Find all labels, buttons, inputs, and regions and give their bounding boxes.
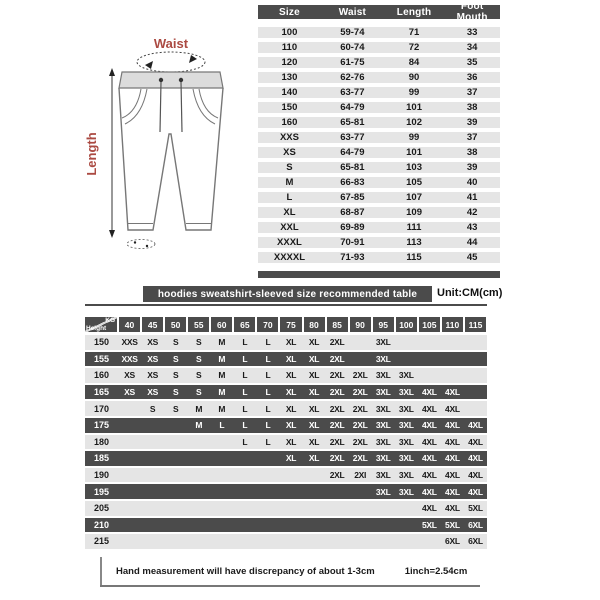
matrix-size-cell: S (172, 403, 179, 414)
matrix-row (85, 418, 487, 433)
matrix-size-cell: 4XL (468, 453, 483, 464)
matrix-size-cell: 3XL (398, 387, 414, 398)
pants-size-row (258, 177, 500, 188)
matrix-size-cell: L (242, 353, 248, 364)
matrix-size-cell: XL (308, 370, 320, 381)
matrix-size-cell: XL (285, 337, 297, 348)
pants-size-cell: XXXL (277, 237, 302, 248)
matrix-size-cell: L (265, 337, 271, 348)
matrix-size-cell: 2XL (329, 470, 345, 481)
pants-size-row (258, 102, 500, 113)
matrix-size-cell: 4XL (468, 486, 483, 497)
matrix-size-cell: 5XL (421, 519, 437, 530)
pants-size-cell: 111 (406, 222, 422, 233)
matrix-weight-header-cell: 105 (419, 317, 440, 332)
pants-size-cell: 43 (466, 222, 478, 233)
matrix-size-cell: 4XL (445, 387, 460, 398)
matrix-size-cell: 2XL (352, 403, 368, 414)
pants-size-row (258, 192, 500, 203)
pants-size-cell: 64-79 (340, 147, 365, 158)
pants-size-cell: 115 (406, 252, 422, 263)
matrix-height-label: 175 (93, 420, 110, 431)
matrix-size-cell: XL (285, 420, 297, 431)
pocket-lines (122, 89, 218, 124)
pants-header-cell: Foot Mouth (456, 1, 488, 23)
matrix-size-cell: 4XL (445, 403, 460, 414)
pants-size-cell: 72 (408, 42, 420, 53)
pants-size-row (258, 117, 500, 128)
pants-size-cell: 67-85 (340, 192, 365, 203)
matrix-weight-header-cell: 115 (465, 317, 486, 332)
matrix-size-cell: L (242, 387, 248, 398)
matrix-size-cell: 3XL (375, 353, 391, 364)
note-bottom-border (100, 585, 480, 587)
matrix-height-label: 215 (93, 536, 110, 547)
pants-size-cell: 160 (281, 117, 298, 128)
pants-size-cell: 38 (466, 102, 478, 113)
matrix-size-cell: 3XL (398, 470, 414, 481)
pants-size-cell: 109 (406, 207, 422, 218)
pants-size-cell: 130 (281, 72, 298, 83)
matrix-size-cell: 4XL (421, 420, 437, 431)
matrix-weight-header-cell: 50 (165, 317, 186, 332)
pants-size-cell: 140 (281, 87, 298, 98)
matrix-weight-header (349, 317, 372, 332)
matrix-size-cell: 3XL (375, 403, 391, 414)
matrix-size-cell: 4XL (421, 486, 437, 497)
matrix-size-cell: XL (285, 436, 297, 447)
matrix-weight-header (418, 317, 441, 332)
size-matrix-table (85, 317, 487, 549)
pants-size-cell: 60-74 (340, 42, 365, 53)
pants-size-cell: 66-83 (340, 177, 365, 188)
matrix-size-cell: 4XL (421, 387, 437, 398)
matrix-size-cell: 3XL (398, 403, 414, 414)
pants-size-row (258, 147, 500, 158)
matrix-size-cell: 4XL (445, 453, 460, 464)
pants-size-cell: 59-74 (340, 27, 365, 38)
matrix-size-cell: L (265, 370, 271, 381)
matrix-size-cell: 4XL (421, 470, 437, 481)
matrix-size-cell: 5XL (468, 503, 483, 514)
matrix-size-cell: 4XL (445, 436, 460, 447)
pants-size-row (258, 42, 500, 53)
pants-size-cell: 35 (466, 57, 478, 68)
pants-size-cell: 99 (408, 87, 420, 98)
matrix-size-cell: XS (147, 370, 158, 381)
matrix-size-cell: 4XL (468, 420, 483, 431)
pants-size-row (258, 87, 500, 98)
matrix-row (85, 401, 487, 416)
pants-header-cell: Waist (338, 6, 367, 18)
matrix-size-cell: S (196, 353, 202, 364)
matrix-size-cell: M (218, 403, 226, 414)
matrix-weight-header-cell: 65 (234, 317, 255, 332)
pants-size-cell: 105 (406, 177, 422, 188)
matrix-size-cell: XS (147, 387, 158, 398)
matrix-weight-header-cell: 55 (188, 317, 209, 332)
matrix-weight-header (187, 317, 210, 332)
matrix-height-label: 150 (93, 337, 110, 348)
pants-size-cell: 120 (281, 57, 298, 68)
pants-size-cell: 113 (406, 237, 422, 248)
matrix-size-cell: 4XL (445, 486, 460, 497)
pants-size-cell: 65-81 (340, 162, 365, 173)
matrix-size-cell: 3XL (398, 436, 414, 447)
matrix-size-cell: 2XL (329, 453, 345, 464)
matrix-weight-header (256, 317, 279, 332)
pants-size-cell: XXS (279, 132, 299, 143)
pants-size-row (258, 72, 500, 83)
matrix-row (85, 352, 487, 367)
pants-size-cell: S (286, 162, 293, 173)
matrix-size-cell: 4XL (445, 503, 460, 514)
matrix-size-cell: 3XL (375, 370, 391, 381)
matrix-height-label: 160 (93, 370, 110, 381)
note-text: Hand measurement will have discrepancy of about 1-3cm (116, 566, 375, 577)
foot-mouth-ellipse (127, 240, 155, 249)
matrix-row (85, 468, 487, 483)
pants-size-cell: 90 (408, 72, 420, 83)
matrix-size-cell: 3XL (398, 486, 414, 497)
pants-size-cell: 38 (466, 147, 478, 158)
matrix-row (85, 501, 487, 516)
pants-size-cell: 110 (281, 42, 298, 53)
kg-axis-label: KG (105, 317, 115, 324)
matrix-corner-cell (85, 317, 117, 332)
pants-size-cell: 103 (406, 162, 422, 173)
matrix-height-label: 190 (93, 470, 110, 481)
matrix-size-cell: 2XL (329, 387, 345, 398)
matrix-size-cell: 3XL (375, 436, 391, 447)
matrix-height-label: 165 (93, 387, 110, 398)
matrix-weight-header (464, 317, 487, 332)
matrix-size-cell: L (242, 370, 248, 381)
matrix-size-cell: 2XL (329, 420, 345, 431)
matrix-weight-header-cell: 40 (119, 317, 140, 332)
matrix-size-cell: 2XL (329, 436, 345, 447)
matrix-size-cell: L (265, 420, 271, 431)
pants-size-cell: 45 (466, 252, 478, 263)
pants-size-cell: 62-76 (340, 72, 365, 83)
conversion-text: 1inch=2.54cm (404, 566, 468, 577)
matrix-weight-header-cell: 100 (396, 317, 417, 332)
matrix-row (85, 534, 487, 549)
matrix-size-cell: S (172, 353, 179, 364)
matrix-weight-header-cell: 75 (280, 317, 301, 332)
pants-size-cell: 34 (466, 42, 478, 53)
pants-size-row (258, 132, 500, 143)
matrix-size-cell: 2XL (329, 403, 345, 414)
matrix-row (85, 385, 487, 400)
matrix-size-cell: 4XL (445, 420, 460, 431)
matrix-weight-header (372, 317, 395, 332)
matrix-size-cell: S (172, 370, 179, 381)
matrix-header-row (85, 317, 487, 332)
waistband (119, 72, 223, 88)
matrix-size-cell: 3XL (375, 420, 391, 431)
matrix-weight-header-cell: 90 (350, 317, 371, 332)
matrix-size-cell: 2XL (329, 337, 345, 348)
matrix-size-cell: XL (308, 337, 320, 348)
matrix-size-cell: M (218, 370, 226, 381)
pants-size-row (258, 237, 500, 248)
matrix-size-cell: 4XL (421, 436, 437, 447)
matrix-size-cell: XL (285, 370, 297, 381)
matrix-weight-header (141, 317, 164, 332)
pants-size-cell: 39 (466, 162, 478, 173)
matrix-size-cell: 4XL (468, 470, 483, 481)
note-left-border (100, 557, 102, 586)
matrix-weight-header-cell: 70 (257, 317, 278, 332)
pants-size-cell: 68-87 (340, 207, 365, 218)
pants-size-table-header (258, 1, 500, 23)
pants-size-cell: XS (283, 147, 296, 158)
matrix-size-cell: 4XL (468, 436, 483, 447)
matrix-size-cell: M (195, 403, 203, 414)
matrix-size-cell: S (149, 403, 156, 414)
matrix-size-cell: M (218, 337, 226, 348)
matrix-weight-header-cell: 95 (373, 317, 394, 332)
pants-size-cell: L (286, 192, 293, 203)
recommended-table-banner: hoodies sweatshirt-sleeved size recommended table (143, 286, 432, 302)
matrix-size-cell: 3XL (375, 470, 391, 481)
matrix-size-cell: XL (308, 453, 320, 464)
height-axis-label: Height (86, 325, 107, 332)
matrix-size-cell: 2XL (352, 420, 368, 431)
matrix-size-cell: XL (308, 420, 320, 431)
matrix-size-cell: XXS (121, 353, 138, 364)
pants-size-cell: 36 (466, 72, 478, 83)
matrix-size-cell: XL (285, 453, 297, 464)
matrix-size-cell: XS (147, 337, 158, 348)
waist-arrow-ellipse (137, 52, 205, 72)
matrix-size-cell: S (196, 387, 202, 398)
matrix-size-cell: L (242, 436, 248, 447)
pants-size-cell: 100 (281, 27, 298, 38)
matrix-body (85, 335, 487, 549)
matrix-row (85, 451, 487, 466)
pants-size-cell: XXL (280, 222, 299, 233)
matrix-size-cell: 3XL (398, 420, 414, 431)
matrix-weight-header (164, 317, 187, 332)
matrix-size-cell: 2XL (329, 353, 345, 364)
matrix-size-cell: 3XL (375, 453, 391, 464)
pants-size-table (258, 1, 500, 267)
matrix-size-cell: 2XI (354, 470, 367, 481)
pants-size-row (258, 57, 500, 68)
matrix-size-cell: 3XL (375, 337, 391, 348)
matrix-weight-header (395, 317, 418, 332)
pants-size-cell: 107 (406, 192, 422, 203)
matrix-size-cell: L (265, 403, 271, 414)
matrix-height-label: 170 (93, 403, 110, 414)
matrix-size-cell: L (242, 420, 248, 431)
matrix-size-cell: M (218, 387, 226, 398)
pants-size-cell: 63-77 (340, 132, 365, 143)
pants-size-cell: M (285, 177, 294, 188)
matrix-size-cell: 4XL (421, 503, 437, 514)
matrix-size-cell: XL (285, 353, 297, 364)
matrix-row (85, 368, 487, 383)
matrix-size-cell: L (219, 420, 225, 431)
matrix-size-cell: 4XL (421, 453, 437, 464)
matrix-weight-header-cell: 110 (442, 317, 463, 332)
pants-size-cell: 99 (408, 132, 420, 143)
matrix-weight-header-cell: 85 (327, 317, 348, 332)
pants-size-row (258, 252, 500, 263)
matrix-size-cell: 4XL (445, 470, 460, 481)
matrix-size-cell: S (172, 337, 179, 348)
pants-measurement-diagram (85, 20, 255, 260)
matrix-size-cell: XL (308, 436, 320, 447)
matrix-height-label: 155 (93, 353, 110, 364)
measurement-note (116, 566, 467, 577)
unit-label: Unit:CM(cm) (437, 287, 503, 299)
matrix-size-cell: S (196, 370, 202, 381)
matrix-size-cell: M (195, 420, 203, 431)
pants-size-table-body (258, 27, 500, 263)
matrix-weight-header (210, 317, 233, 332)
matrix-height-label: 180 (93, 436, 110, 447)
pants-size-table-footer-bar (258, 271, 500, 278)
matrix-weight-header (279, 317, 302, 332)
matrix-size-cell: XS (124, 370, 135, 381)
waist-label: Waist (153, 36, 189, 51)
pants-header-cell: Size (279, 6, 300, 18)
pants-size-cell: 63-77 (340, 87, 365, 98)
pants-size-cell: 64-79 (340, 102, 365, 113)
matrix-size-cell: 2XL (352, 387, 368, 398)
matrix-height-label: 195 (93, 486, 110, 497)
matrix-size-cell: 2XL (329, 370, 345, 381)
pants-size-cell: 40 (466, 177, 478, 188)
pants-size-row (258, 27, 500, 38)
matrix-size-cell: L (242, 337, 248, 348)
banner-divider-line (85, 304, 487, 306)
pants-size-cell: 101 (406, 102, 422, 113)
matrix-size-cell: XL (285, 403, 297, 414)
pants-size-row (258, 207, 500, 218)
matrix-size-cell: 3XL (375, 486, 391, 497)
matrix-size-cell: 2XL (352, 453, 368, 464)
matrix-size-cell: XL (285, 387, 297, 398)
pants-size-cell: 37 (466, 132, 478, 143)
pants-size-cell: 61-75 (340, 57, 365, 68)
matrix-size-cell: L (265, 436, 271, 447)
pants-size-cell: 71 (408, 27, 420, 38)
matrix-size-cell: 2XL (352, 370, 368, 381)
pants-size-cell: XL (283, 207, 296, 218)
matrix-size-cell: XS (147, 353, 158, 364)
matrix-size-cell: S (172, 387, 179, 398)
matrix-weight-header-cell: 60 (211, 317, 232, 332)
pants-size-cell: 84 (408, 57, 420, 68)
pants-size-cell: 65-81 (340, 117, 365, 128)
matrix-size-cell: 4XL (421, 403, 437, 414)
pants-size-cell: 44 (466, 237, 478, 248)
pants-size-cell: 101 (406, 147, 422, 158)
pants-size-cell: 69-89 (340, 222, 365, 233)
matrix-weight-header (118, 317, 141, 332)
pants-size-cell: 33 (466, 27, 478, 38)
matrix-size-cell: XL (308, 387, 320, 398)
matrix-weight-header-cell: 80 (304, 317, 325, 332)
matrix-row (85, 484, 487, 499)
matrix-size-cell: XL (308, 353, 320, 364)
matrix-size-cell: L (265, 353, 271, 364)
pants-size-cell: 37 (466, 87, 478, 98)
matrix-size-cell: M (218, 353, 226, 364)
pants-size-cell: 39 (466, 117, 478, 128)
matrix-size-cell: L (265, 387, 271, 398)
matrix-row (85, 518, 487, 533)
matrix-size-cell: XS (124, 387, 135, 398)
matrix-height-label: 210 (93, 519, 110, 530)
matrix-corner-wrap (85, 317, 118, 332)
pants-size-row (258, 222, 500, 233)
matrix-size-cell: 5XL (445, 519, 460, 530)
matrix-size-cell: 6XL (468, 536, 483, 547)
pants-size-cell: 102 (406, 117, 422, 128)
matrix-size-cell: 3XL (398, 453, 414, 464)
length-label: Length (85, 132, 99, 176)
pants-illustration (85, 20, 255, 260)
pants-size-cell: 71-93 (340, 252, 365, 263)
pants-header-cell: Length (396, 6, 432, 18)
pants-size-cell: 41 (466, 192, 478, 203)
pants-size-cell: 150 (281, 102, 298, 113)
matrix-row (85, 335, 487, 350)
pants-size-cell: 70-91 (340, 237, 365, 248)
matrix-size-cell: 3XL (375, 387, 391, 398)
matrix-height-label: 205 (93, 503, 110, 514)
matrix-size-cell: S (196, 337, 202, 348)
matrix-row (85, 435, 487, 450)
length-arrow (109, 68, 115, 238)
matrix-weight-header (233, 317, 256, 332)
matrix-height-label: 185 (93, 453, 110, 464)
pants-size-row (258, 162, 500, 173)
matrix-weight-header-cell: 45 (142, 317, 163, 332)
pants-size-cell: 42 (466, 207, 478, 218)
matrix-size-cell: 6XL (445, 536, 460, 547)
matrix-size-cell: L (242, 403, 248, 414)
matrix-size-cell: XXS (121, 337, 138, 348)
matrix-size-cell: 2XL (352, 436, 368, 447)
pants-size-cell: XXXXL (273, 252, 306, 263)
matrix-size-cell: XL (308, 403, 320, 414)
matrix-weight-header (303, 317, 326, 332)
matrix-size-cell: 3XL (398, 370, 414, 381)
matrix-weight-header (441, 317, 464, 332)
matrix-weight-header (326, 317, 349, 332)
matrix-size-cell: 6XL (468, 519, 483, 530)
